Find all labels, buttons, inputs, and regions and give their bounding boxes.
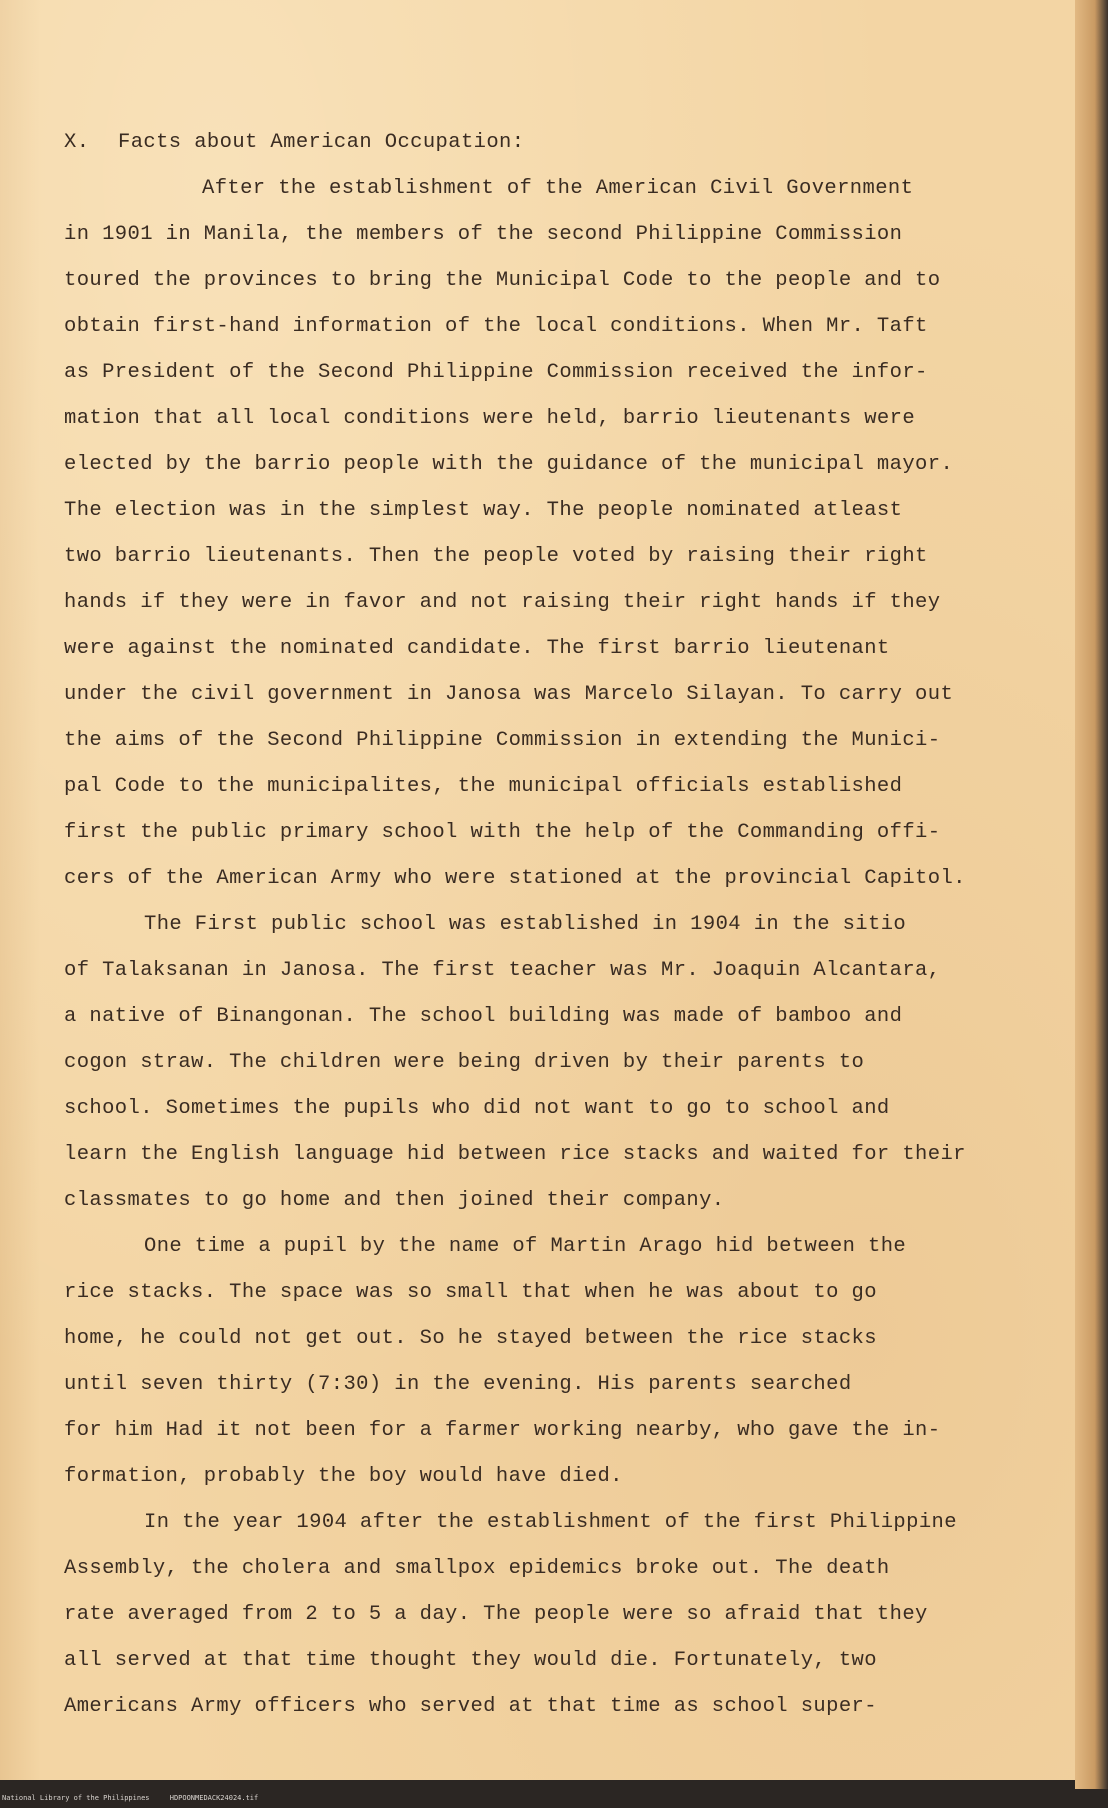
text-line: Assembly, the cholera and smallpox epidemics broke out. The death [64, 1557, 890, 1580]
text-line: One time a pupil by the name of Martin Arago hid between the [144, 1235, 907, 1258]
text-line: hands if they were in favor and not raising their right hands if they [64, 591, 941, 614]
text-line: obtain first-hand information of the local conditions. When Mr. Taft [64, 315, 928, 338]
text-line: were against the nominated candidate. The first barrio lieutenant [64, 637, 890, 660]
text-line: toured the provinces to bring the Municipal Code to the people and to [64, 269, 941, 292]
text-line: for him Had it not been for a farmer working nearby, who gave the in- [64, 1419, 941, 1442]
text-line: the aims of the Second Philippine Commission in extending the Munici- [64, 729, 941, 752]
text-line: two barrio lieutenants. Then the people voted by raising their right [64, 545, 928, 568]
text-line: mation that all local conditions were held, barrio lieutenants were [64, 407, 916, 430]
text-line: school. Sometimes the pupils who did not want to go to school and [64, 1097, 890, 1120]
text-line: rate averaged from 2 to 5 a day. The people were so afraid that they [64, 1603, 928, 1626]
text-line: of Talaksanan in Janosa. The first teacher was Mr. Joaquin Alcantara, [64, 959, 941, 982]
typewritten-text [64, 120, 1054, 1730]
text-line: learn the English language hid between rice stacks and waited for their [64, 1143, 966, 1166]
text-line: home, he could not get out. So he stayed between the rice stacks [64, 1327, 877, 1350]
text-line: all served at that time thought they would die. Fortunately, two [64, 1649, 877, 1672]
library-name: National Library of the Philippines [2, 1794, 150, 1802]
paragraph-3 [64, 1224, 1054, 1500]
text-line: first the public primary school with the help of the Commanding offi- [64, 821, 941, 844]
section-heading [64, 120, 1054, 166]
text-line: rice stacks. The space was so small that when he was about to go [64, 1281, 877, 1304]
text-line: as President of the Second Philippine Commission received the infor- [64, 361, 928, 384]
text-line: classmates to go home and then joined their company. [64, 1189, 725, 1212]
paragraph-1 [64, 166, 1054, 902]
text-line: formation, probably the boy would have died. [64, 1465, 623, 1488]
paragraph-4 [64, 1500, 1054, 1730]
text-line: cers of the American Army who were stationed at the provincial Capitol. [64, 867, 966, 890]
text-line: a native of Binangonan. The school building was made of bamboo and [64, 1005, 903, 1028]
text-line: Americans Army officers who served at that time as school super- [64, 1695, 877, 1718]
text-line: In the year 1904 after the establishment of the first Philippine [144, 1511, 957, 1534]
section-number: X. [64, 131, 90, 154]
text-line: elected by the barrio people with the guidance of the municipal mayor. [64, 453, 954, 476]
text-line: under the civil government in Janosa was Marcelo Silayan. To carry out [64, 683, 954, 706]
text-line: The First public school was established in 1904 in the sitio [144, 913, 907, 936]
section-title: Facts about American Occupation: [118, 131, 525, 154]
text-line: cogon straw. The children were being driven by their parents to [64, 1051, 865, 1074]
text-line: until seven thirty (7:30) in the evening. His parents searched [64, 1373, 852, 1396]
scan-footer [0, 1789, 1108, 1808]
text-line: After the establishment of the American Civil Government [202, 177, 914, 200]
text-line: pal Code to the municipalites, the municipal officials established [64, 775, 903, 798]
paragraph-2 [64, 902, 1054, 1224]
text-line: in 1901 in Manila, the members of the second Philippine Commission [64, 223, 903, 246]
text-line: The election was in the simplest way. The people nominated atleast [64, 499, 903, 522]
scan-filename: HDPOONMEDACK24024.tif [169, 1794, 259, 1802]
page-edge [1075, 0, 1108, 1790]
